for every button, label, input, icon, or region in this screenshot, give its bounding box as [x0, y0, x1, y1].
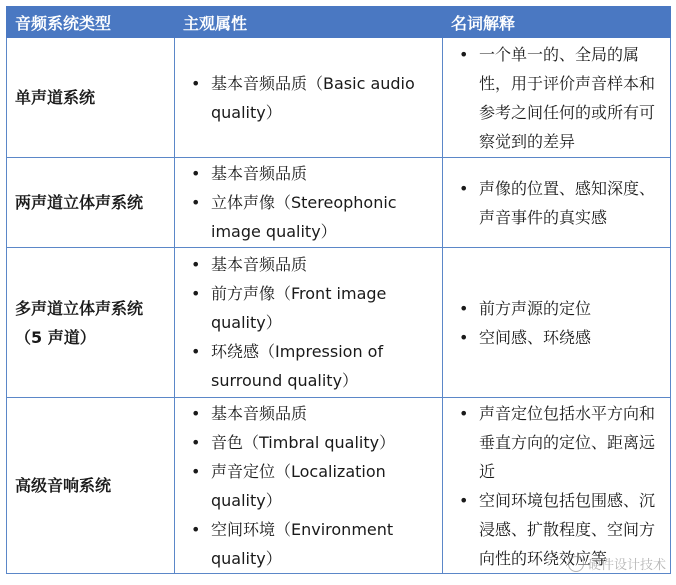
attribute-item: • 音色（Timbral quality） [211, 428, 434, 457]
attributes-cell [175, 248, 443, 398]
system-type-label: 单声道系统 [15, 88, 96, 107]
wechat-logo-icon [568, 556, 584, 572]
explanation-item: • 声像的位置、感知深度、声音事件的真实感 [479, 174, 662, 232]
header-row [7, 7, 671, 38]
attributes-cell [175, 38, 443, 158]
system-type-cell [7, 248, 175, 398]
header-attributes: 主观属性 [175, 7, 443, 38]
explanation-item: • 空间感、环绕感 [479, 323, 662, 352]
attributes-cell [175, 398, 443, 574]
attribute-item: • 基本音频品质 [211, 159, 434, 188]
header-type: 音频系统类型 [7, 7, 175, 38]
explanations-cell [443, 248, 671, 398]
system-type-label: 高级音响系统 [15, 476, 112, 495]
system-type-label: 两声道立体声系统 [15, 193, 144, 212]
attribute-item: • 基本音频品质 [211, 399, 434, 428]
attribute-item: • 立体声像（Stereophonic image quality） [211, 188, 434, 246]
header-explanations: 名词解释 [443, 7, 671, 38]
attribute-item: • 前方声像（Front image quality） [211, 279, 434, 337]
explanations-cell [443, 158, 671, 248]
explanation-item: • 空间环境包括包围感、沉浸感、扩散程度、空间方向性的环绕效应等 [479, 486, 662, 573]
table-row [7, 398, 671, 574]
attribute-item: • 环绕感（Impression of surround quality） [211, 337, 434, 395]
attributes-cell [175, 158, 443, 248]
explanations-cell [443, 398, 671, 574]
system-type-cell [7, 398, 175, 574]
attribute-item: • 空间环境（Environment quality） [211, 515, 434, 573]
system-type-label: 多声道立体声系统 [15, 298, 144, 318]
system-type-cell [7, 158, 175, 248]
explanation-item: • 声音定位包括水平方向和垂直方向的定位、距离远近 [479, 399, 662, 486]
explanation-item: • 一个单一的、全局的属性，用于评价声音样本和参考之间任何的或所有可察觉到的差异 [479, 40, 662, 156]
system-type-sublabel: （5 声道） [15, 327, 96, 347]
table-row [7, 158, 671, 248]
attribute-item: • 声音定位（Localization quality） [211, 457, 434, 515]
attribute-item: • 基本音频品质 [211, 250, 434, 279]
explanations-cell [443, 38, 671, 158]
table-row [7, 248, 671, 398]
system-type-cell [7, 38, 175, 158]
attribute-item: • 基本音频品质（Basic audio quality） [211, 69, 434, 127]
watermark [568, 554, 666, 573]
explanation-item: • 前方声源的定位 [479, 294, 662, 323]
watermark-text: 硬件设计技术 [587, 558, 666, 573]
audio-system-table [6, 6, 671, 574]
table-row [7, 38, 671, 158]
